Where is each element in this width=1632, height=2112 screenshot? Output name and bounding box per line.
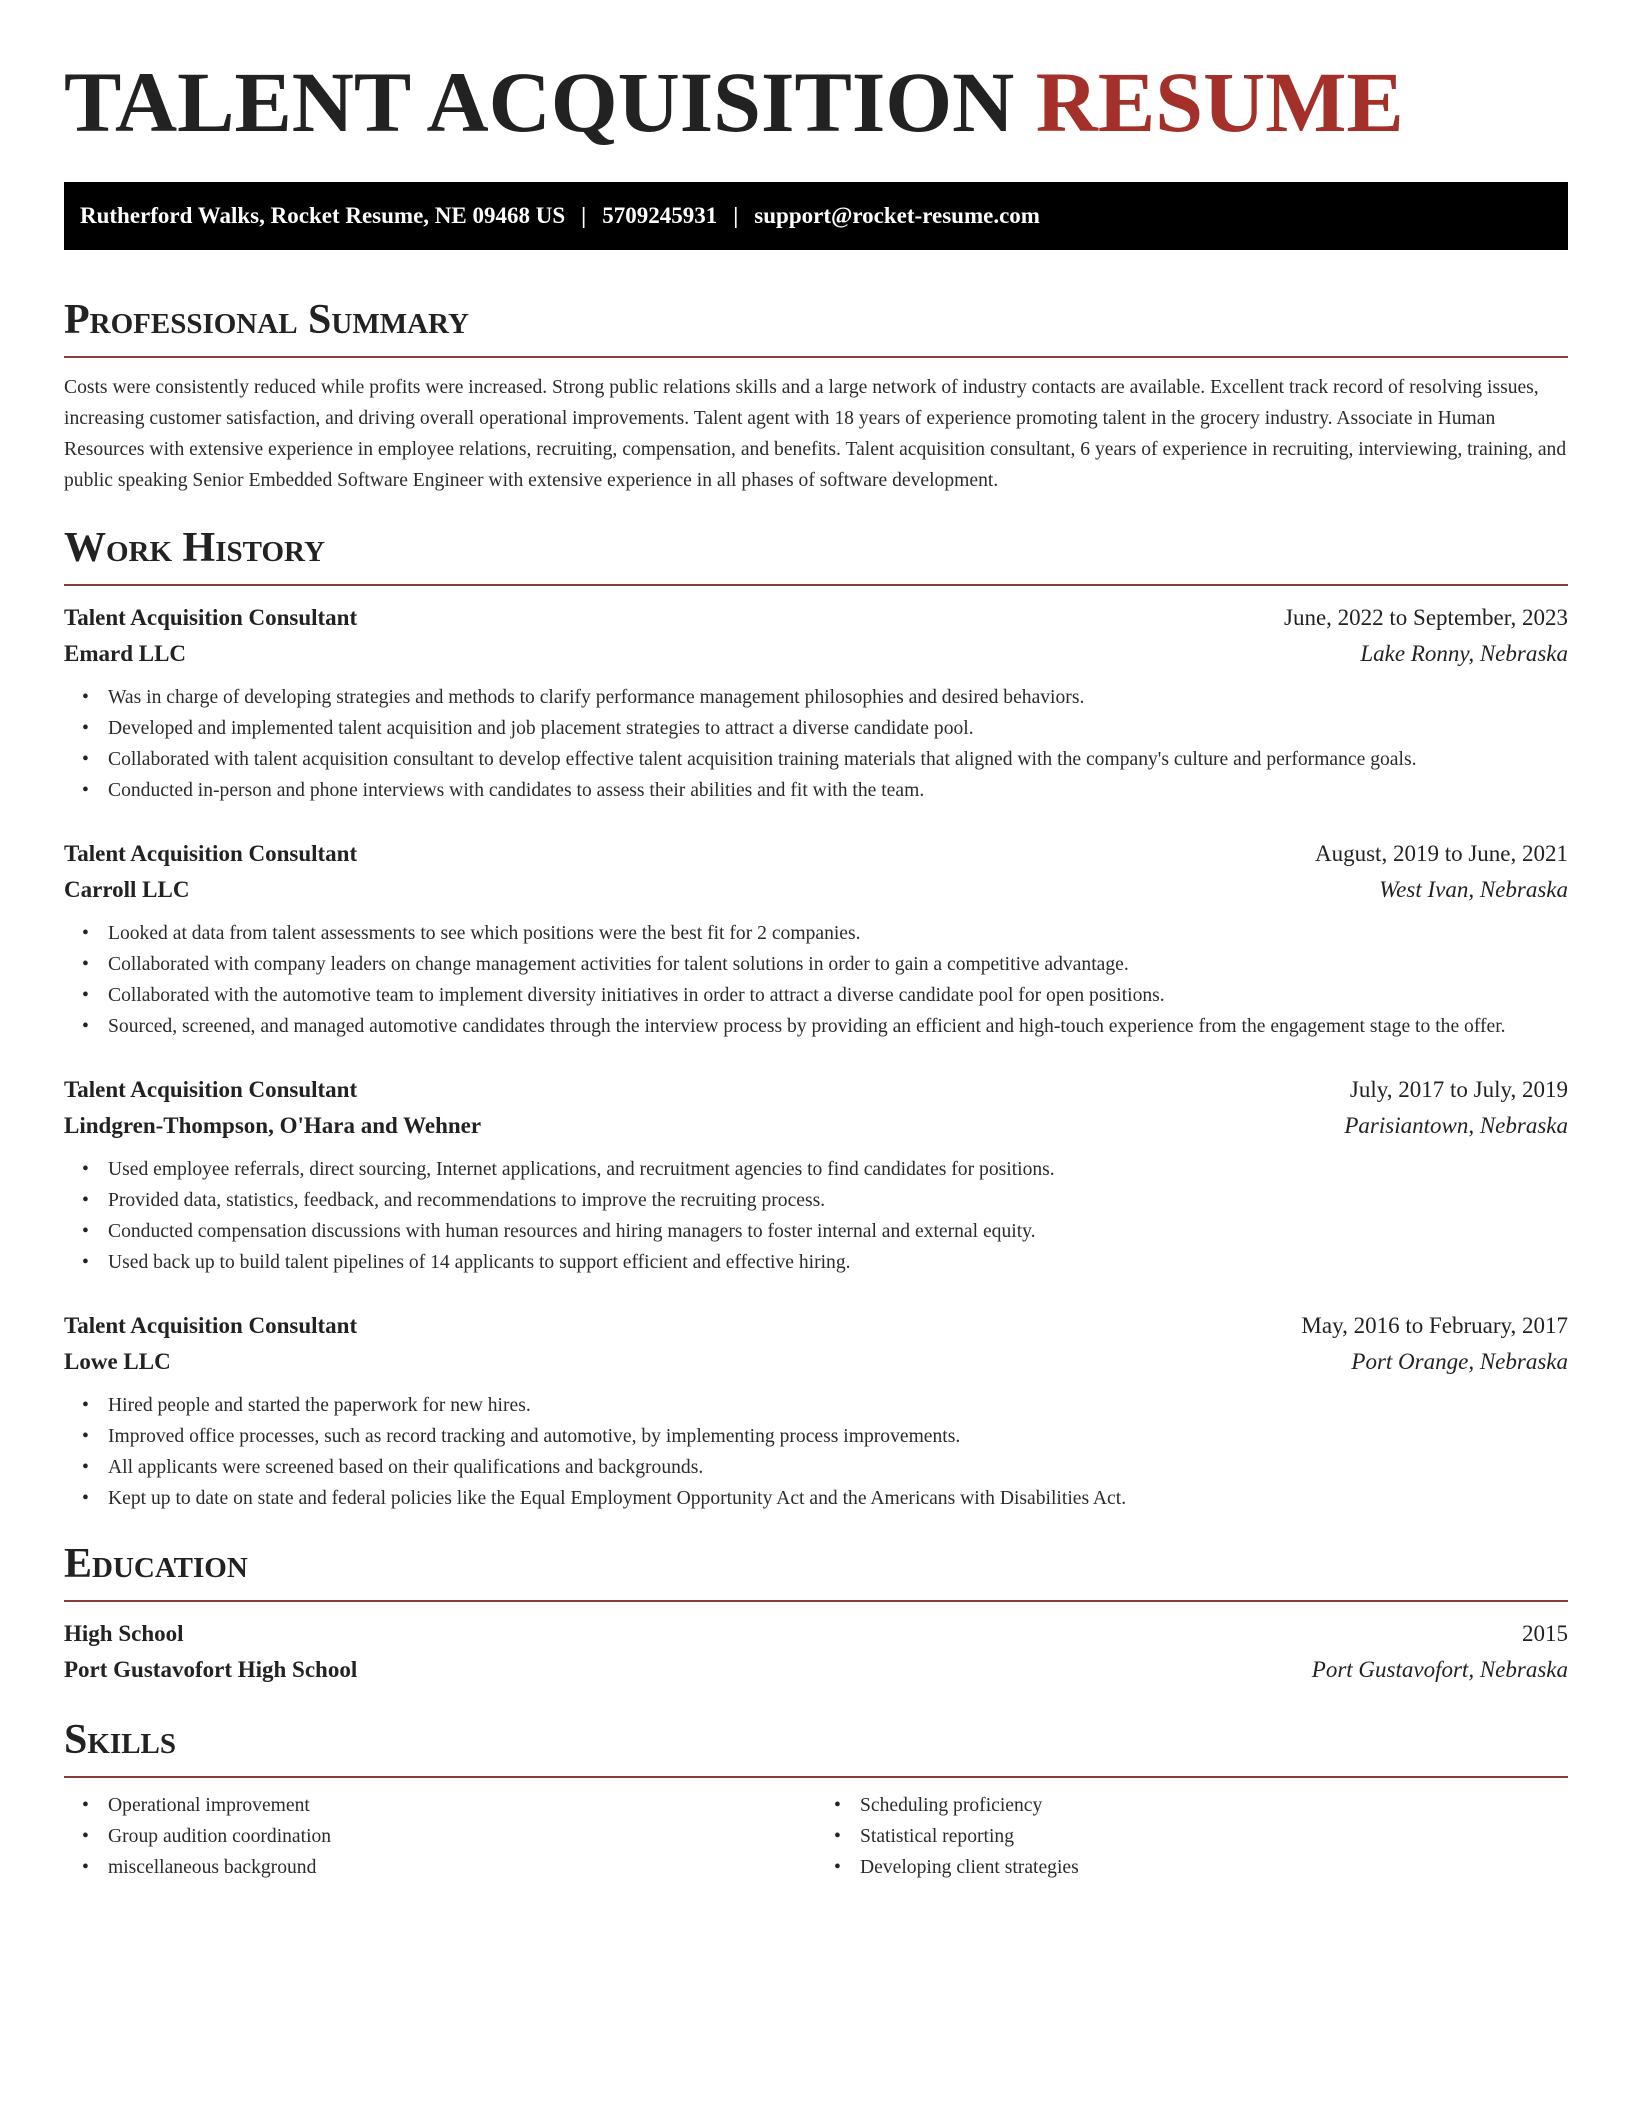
contact-bar <box>64 182 1568 250</box>
job-location: Lake Ronny, Nebraska <box>1360 641 1568 666</box>
education-entry <box>64 1616 1568 1688</box>
skills-column-left <box>64 1790 816 1883</box>
job-bullet: • Developed and implemented talent acquisition and job placement strategies to attract a diverse candidate pool. <box>108 713 1568 744</box>
skill-item: • Statistical reporting <box>860 1821 1568 1852</box>
job-title: Talent Acquisition Consultant <box>64 605 358 630</box>
job-title-row <box>64 1308 1568 1344</box>
skill-item: • Developing client strategies <box>860 1852 1568 1883</box>
job-bullet: • Kept up to date on state and federal policies like the Equal Employment Opportunity Act and the Americans with Disabilities Act. <box>108 1483 1568 1514</box>
job-dates: June, 2022 to September, 2023 <box>1284 605 1568 630</box>
job-bullet: • Collaborated with the automotive team to implement diversity initiatives in order to attract a diverse candidate pool for open positions. <box>108 980 1568 1011</box>
contact-separator: | <box>733 203 739 228</box>
education-school-row <box>64 1652 1568 1688</box>
job-bullet: • All applicants were screened based on their qualifications and backgrounds. <box>108 1452 1568 1483</box>
job-dates: August, 2019 to June, 2021 <box>1315 841 1568 866</box>
job-bullet: • Conducted compensation discussions with human resources and hiring managers to foster internal and external equity. <box>108 1216 1568 1247</box>
job-bullet: • Provided data, statistics, feedback, and recommendations to improve the recruiting process. <box>108 1185 1568 1216</box>
job-location: Port Orange, Nebraska <box>1351 1349 1568 1374</box>
job-title-row <box>64 600 1568 636</box>
job-bullet: • Used back up to build talent pipelines of 14 applicants to support efficient and effective hiring. <box>108 1247 1568 1278</box>
skills-column-right <box>816 1790 1568 1883</box>
job-bullet: • Looked at data from talent assessments to see which positions were the best fit for 2 companies. <box>108 918 1568 949</box>
contact-email: support@rocket-resume.com <box>754 203 1040 228</box>
contact-phone: 5709245931 <box>602 203 718 228</box>
job-title: Talent Acquisition Consultant <box>64 1313 358 1338</box>
job-bullet: • Used employee referrals, direct sourcing, Internet applications, and recruitment agencies to find candidates for positions. <box>108 1154 1568 1185</box>
job-company: Lindgren-Thompson, O'Hara and Wehner <box>64 1113 482 1138</box>
job-bullet: • Collaborated with company leaders on change management activities for talent solutions in order to gain a competitive advantage. <box>108 949 1568 980</box>
job-bullet: • Collaborated with talent acquisition consultant to develop effective talent acquisition training materials that aligned with the company's culture and performance goals. <box>108 744 1568 775</box>
summary-text: Costs were consistently reduced while profits were increased. Strong public relations skills and a large network of industry contacts are available. Excellent track record of resolving issues, increasing customer satisfaction, and driving overall operational improvements. Talent agent with 18 years of experience promoting talent in the grocery industry. Associate in Human Resources with extensive experience in employee relations, recruiting, compensation, and benefits. Talent acquisition consultant, 6 years of experience in recruiting, interviewing, training, and public speaking Senior Embedded Software Engineer with extensive experience in all phases of software development. <box>64 377 1567 491</box>
job-company-row <box>64 636 1568 672</box>
skills-heading: Skills <box>64 1714 1568 1778</box>
skill-item: • Group audition coordination <box>108 1821 816 1852</box>
resume-title <box>64 52 1568 152</box>
contact-separator: | <box>581 203 587 228</box>
job-title-row <box>64 1072 1568 1108</box>
skill-item: • Scheduling proficiency <box>860 1790 1568 1821</box>
job-bullets <box>64 682 1568 806</box>
job-entry <box>64 836 1568 1042</box>
job-bullet: • Hired people and started the paperwork for new hires. <box>108 1390 1568 1421</box>
job-bullets <box>64 1390 1568 1514</box>
job-company: Carroll LLC <box>64 877 190 902</box>
title-accent: RESUME <box>1035 54 1404 150</box>
job-entry <box>64 1308 1568 1514</box>
job-title-row <box>64 836 1568 872</box>
job-dates: May, 2016 to February, 2017 <box>1301 1313 1568 1338</box>
job-title: Talent Acquisition Consultant <box>64 1077 358 1102</box>
skill-item: • miscellaneous background <box>108 1852 816 1883</box>
title-main: TALENT ACQUISITION <box>64 54 1015 150</box>
job-location: West Ivan, Nebraska <box>1379 877 1568 902</box>
job-bullet: • Was in charge of developing strategies and methods to clarify performance management philosophies and desired behaviors. <box>108 682 1568 713</box>
job-bullets <box>64 1154 1568 1278</box>
job-entry <box>64 600 1568 806</box>
job-company-row <box>64 1344 1568 1380</box>
skills-list <box>64 1790 1568 1883</box>
education-degree-row <box>64 1616 1568 1652</box>
job-company-row <box>64 1108 1568 1144</box>
education-school: Port Gustavofort High School <box>64 1657 358 1682</box>
job-bullets <box>64 918 1568 1042</box>
job-location: Parisiantown, Nebraska <box>1344 1113 1568 1138</box>
education-year: 2015 <box>1522 1621 1568 1646</box>
work-history-heading: Work History <box>64 522 1568 586</box>
job-bullet: • Conducted in-person and phone interviews with candidates to assess their abilities and fit with the team. <box>108 775 1568 806</box>
job-dates: July, 2017 to July, 2019 <box>1349 1077 1568 1102</box>
education-heading: Education <box>64 1538 1568 1602</box>
job-entry <box>64 1072 1568 1278</box>
job-bullet: • Sourced, screened, and managed automotive candidates through the interview process by providing an efficient and high-touch experience from the engagement stage to the offer. <box>108 1011 1568 1042</box>
job-bullet: • Improved office processes, such as record tracking and automotive, by implementing process improvements. <box>108 1421 1568 1452</box>
education-location: Port Gustavofort, Nebraska <box>1311 1657 1568 1682</box>
summary-heading: Professional Summary <box>64 294 1568 358</box>
education-degree: High School <box>64 1621 184 1646</box>
job-company: Lowe LLC <box>64 1349 171 1374</box>
job-company: Emard LLC <box>64 641 187 666</box>
contact-address: Rutherford Walks, Rocket Resume, NE 09468 US <box>80 203 566 228</box>
job-title: Talent Acquisition Consultant <box>64 841 358 866</box>
skill-item: • Operational improvement <box>108 1790 816 1821</box>
job-company-row <box>64 872 1568 908</box>
